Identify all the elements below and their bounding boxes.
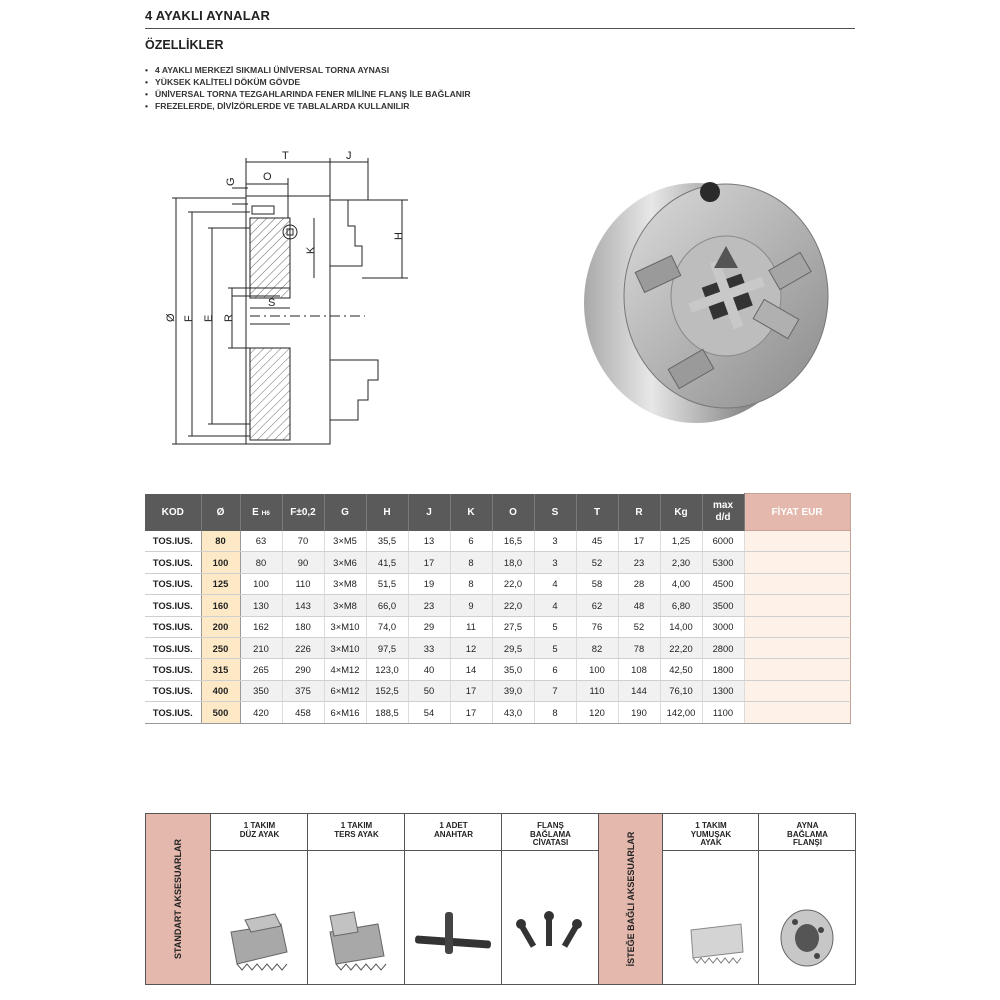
table-cell: 110 [576, 680, 618, 701]
cell-diameter: 250 [201, 637, 240, 658]
table-cell: 100 [240, 573, 282, 594]
table-cell: 17 [450, 680, 492, 701]
soft-jaws-icon [663, 852, 758, 984]
table-cell: 62 [576, 595, 618, 616]
table-cell: 8 [534, 702, 576, 723]
dim-label: G [225, 177, 237, 186]
table-cell: 78 [618, 637, 660, 658]
table-cell: 180 [282, 616, 324, 637]
feature-list [145, 64, 471, 112]
table-cell: 42,50 [660, 659, 702, 680]
table-cell: 4,00 [660, 573, 702, 594]
dim-label: R [223, 314, 235, 322]
table-cell: 6,80 [660, 595, 702, 616]
table-cell: 1800 [702, 659, 744, 680]
table-cell: 70 [282, 531, 324, 552]
table-cell: 8 [450, 552, 492, 573]
table-cell: 144 [618, 680, 660, 701]
cell-kod: TOS.IUS. [145, 531, 201, 552]
cell-diameter: 125 [201, 573, 240, 594]
table-cell: 6×M12 [324, 680, 366, 701]
accessory-item [662, 814, 759, 984]
dimension-drawing [150, 148, 430, 453]
table-cell: 1100 [702, 702, 744, 723]
table-cell: 17 [618, 531, 660, 552]
table-cell: 8 [450, 573, 492, 594]
cell-diameter: 315 [201, 659, 240, 680]
table-cell: 23 [618, 552, 660, 573]
table-row [145, 637, 850, 658]
table-cell: 12 [450, 637, 492, 658]
accessory-item [404, 814, 502, 984]
column-header: H [366, 494, 408, 531]
column-header: S [534, 494, 576, 531]
mounting-flange-icon [759, 852, 855, 984]
table-cell: 54 [408, 702, 450, 723]
cell-kod: TOS.IUS. [145, 659, 201, 680]
column-header: G [324, 494, 366, 531]
table-cell: 22,20 [660, 637, 702, 658]
column-header: K [450, 494, 492, 531]
table-cell: 6×M16 [324, 702, 366, 723]
column-header: F±0,2 [282, 494, 324, 531]
feature-item: • 4 AYAKLI MERKEZİ SIKMALI ÜNİVERSAL TORNA AYNASI [145, 64, 471, 76]
chuck-key-icon [405, 852, 501, 984]
table-row [145, 616, 850, 637]
table-cell: 4×M12 [324, 659, 366, 680]
table-header-row [145, 494, 850, 531]
accessories-panel [145, 813, 856, 985]
cell-price [744, 531, 850, 552]
table-cell: 3×M10 [324, 637, 366, 658]
table-cell: 52 [576, 552, 618, 573]
table-cell: 143 [282, 595, 324, 616]
feature-item: • YÜKSEK KALİTELİ DÖKÜM GÖVDE [145, 76, 471, 88]
table-cell: 27,5 [492, 616, 534, 637]
table-cell: 3000 [702, 616, 744, 637]
table-cell: 90 [282, 552, 324, 573]
table-cell: 11 [450, 616, 492, 637]
table-cell: 190 [618, 702, 660, 723]
table-cell: 43,0 [492, 702, 534, 723]
cell-diameter: 100 [201, 552, 240, 573]
table-cell: 13 [408, 531, 450, 552]
column-header: J [408, 494, 450, 531]
cell-price [744, 680, 850, 701]
cell-kod: TOS.IUS. [145, 552, 201, 573]
table-cell: 17 [450, 702, 492, 723]
table-cell: 48 [618, 595, 660, 616]
table-cell: 5 [534, 616, 576, 637]
dim-label: T [282, 150, 289, 162]
table-cell: 142,00 [660, 702, 702, 723]
reverse-jaws-icon [308, 852, 404, 984]
cell-price [744, 552, 850, 573]
table-cell: 4 [534, 573, 576, 594]
table-cell: 3 [534, 531, 576, 552]
cell-price [744, 702, 850, 723]
accessory-label: 1 TAKIM DÜZ AYAK [211, 814, 308, 851]
table-cell: 17 [408, 552, 450, 573]
table-cell: 52 [618, 616, 660, 637]
table-cell: 16,5 [492, 531, 534, 552]
cell-price [744, 573, 850, 594]
column-header: Kg [660, 494, 702, 531]
table-cell: 210 [240, 637, 282, 658]
table-cell: 63 [240, 531, 282, 552]
cell-kod: TOS.IUS. [145, 573, 201, 594]
feature-item: • ÜNİVERSAL TORNA TEZGAHLARINDA FENER MİLİNE FLANŞ İLE BAĞLANIR [145, 88, 471, 100]
table-cell: 6 [534, 659, 576, 680]
straight-jaws-icon [211, 852, 307, 984]
table-cell: 41,5 [366, 552, 408, 573]
spec-table [145, 493, 851, 724]
column-header: Ø [201, 494, 240, 531]
table-cell: 66,0 [366, 595, 408, 616]
accessory-item [501, 814, 599, 984]
table-cell: 58 [576, 573, 618, 594]
table-cell: 350 [240, 680, 282, 701]
table-cell: 2,30 [660, 552, 702, 573]
table-cell: 3500 [702, 595, 744, 616]
column-header-price: FİYAT EUR [744, 494, 850, 531]
accessory-label: AYNA BAĞLAMA FLANŞI [759, 814, 856, 851]
cell-diameter: 200 [201, 616, 240, 637]
table-cell: 29 [408, 616, 450, 637]
dim-label: J [346, 150, 352, 162]
dim-label: S [268, 297, 276, 309]
table-cell: 28 [618, 573, 660, 594]
table-cell: 35,5 [366, 531, 408, 552]
table-cell: 14 [450, 659, 492, 680]
table-cell: 45 [576, 531, 618, 552]
table-cell: 6 [450, 531, 492, 552]
column-header: R [618, 494, 660, 531]
table-cell: 226 [282, 637, 324, 658]
table-cell: 97,5 [366, 637, 408, 658]
table-row [145, 573, 850, 594]
standard-accessories-label: STANDART AKSESUARLAR [146, 814, 210, 984]
cell-diameter: 500 [201, 702, 240, 723]
table-cell: 162 [240, 616, 282, 637]
table-row [145, 552, 850, 573]
table-cell: 74,0 [366, 616, 408, 637]
table-cell: 4 [534, 595, 576, 616]
column-header: T [576, 494, 618, 531]
table-cell: 14,00 [660, 616, 702, 637]
cell-kod: TOS.IUS. [145, 637, 201, 658]
table-cell: 188,5 [366, 702, 408, 723]
cell-diameter: 160 [201, 595, 240, 616]
table-cell: 35,0 [492, 659, 534, 680]
table-cell: 6000 [702, 531, 744, 552]
table-cell: 3×M5 [324, 531, 366, 552]
optional-accessories-label: İSTEĞE BAĞLI AKSESUARLAR [598, 814, 663, 984]
table-cell: 5 [534, 637, 576, 658]
cell-kod: TOS.IUS. [145, 680, 201, 701]
table-row [145, 531, 850, 552]
column-header: KOD [145, 494, 201, 531]
table-cell: 76 [576, 616, 618, 637]
table-cell: 39,0 [492, 680, 534, 701]
flange-bolts-icon [502, 852, 598, 984]
dim-label: O [263, 171, 272, 183]
cell-price [744, 595, 850, 616]
table-cell: 19 [408, 573, 450, 594]
column-header: O [492, 494, 534, 531]
chuck-product-image [576, 168, 841, 433]
table-row [145, 680, 850, 701]
cell-price [744, 637, 850, 658]
table-cell: 23 [408, 595, 450, 616]
dim-label: E [203, 314, 215, 322]
cell-diameter: 400 [201, 680, 240, 701]
dim-label: K [305, 246, 317, 254]
table-row [145, 659, 850, 680]
cell-kod: TOS.IUS. [145, 702, 201, 723]
table-cell: 1,25 [660, 531, 702, 552]
cell-kod: TOS.IUS. [145, 595, 201, 616]
table-cell: 40 [408, 659, 450, 680]
feature-item: • FREZELERDE, DİVİZÖRLERDE VE TABLALARDA KULLANILIR [145, 100, 471, 112]
table-cell: 1300 [702, 680, 744, 701]
table-cell: 18,0 [492, 552, 534, 573]
table-cell: 3×M8 [324, 595, 366, 616]
accessory-label: 1 TAKIM YUMUŞAK AYAK [663, 814, 759, 851]
section-title: ÖZELLİKLER [145, 38, 224, 52]
table-cell: 29,5 [492, 637, 534, 658]
table-cell: 152,5 [366, 680, 408, 701]
accessory-item [758, 814, 856, 984]
table-cell: 458 [282, 702, 324, 723]
table-cell: 22,0 [492, 595, 534, 616]
dim-label: F [183, 315, 195, 322]
table-cell: 51,5 [366, 573, 408, 594]
cell-price [744, 616, 850, 637]
dim-label: H [393, 232, 405, 240]
column-header: E H6 [240, 494, 282, 531]
cell-diameter: 80 [201, 531, 240, 552]
accessory-label: 1 TAKIM TERS AYAK [308, 814, 405, 851]
accessory-item [210, 814, 308, 984]
table-cell: 3×M10 [324, 616, 366, 637]
table-cell: 82 [576, 637, 618, 658]
table-cell: 33 [408, 637, 450, 658]
table-cell: 76,10 [660, 680, 702, 701]
title-divider [145, 28, 855, 29]
table-cell: 420 [240, 702, 282, 723]
cell-price [744, 659, 850, 680]
table-cell: 2800 [702, 637, 744, 658]
table-cell: 7 [534, 680, 576, 701]
column-header-subscript: H6 [261, 509, 270, 517]
table-cell: 3 [534, 552, 576, 573]
table-cell: 290 [282, 659, 324, 680]
table-cell: 3×M8 [324, 573, 366, 594]
accessory-item [307, 814, 405, 984]
table-cell: 130 [240, 595, 282, 616]
table-row [145, 595, 850, 616]
table-cell: 123,0 [366, 659, 408, 680]
table-cell: 80 [240, 552, 282, 573]
table-cell: 100 [576, 659, 618, 680]
table-cell: 108 [618, 659, 660, 680]
dim-label: Ø [165, 313, 177, 322]
table-cell: 22,0 [492, 573, 534, 594]
column-header: max d/d [702, 494, 744, 531]
table-cell: 4500 [702, 573, 744, 594]
table-cell: 50 [408, 680, 450, 701]
table-cell: 3×M6 [324, 552, 366, 573]
table-cell: 9 [450, 595, 492, 616]
table-cell: 5300 [702, 552, 744, 573]
table-row [145, 702, 850, 723]
cell-kod: TOS.IUS. [145, 616, 201, 637]
page-title: 4 AYAKLI AYNALAR [145, 8, 271, 23]
table-cell: 120 [576, 702, 618, 723]
table-cell: 265 [240, 659, 282, 680]
table-cell: 110 [282, 573, 324, 594]
table-cell: 375 [282, 680, 324, 701]
accessory-label: 1 ADET ANAHTAR [405, 814, 502, 851]
accessory-label: FLANŞ BAĞLAMA CİVATASI [502, 814, 599, 851]
